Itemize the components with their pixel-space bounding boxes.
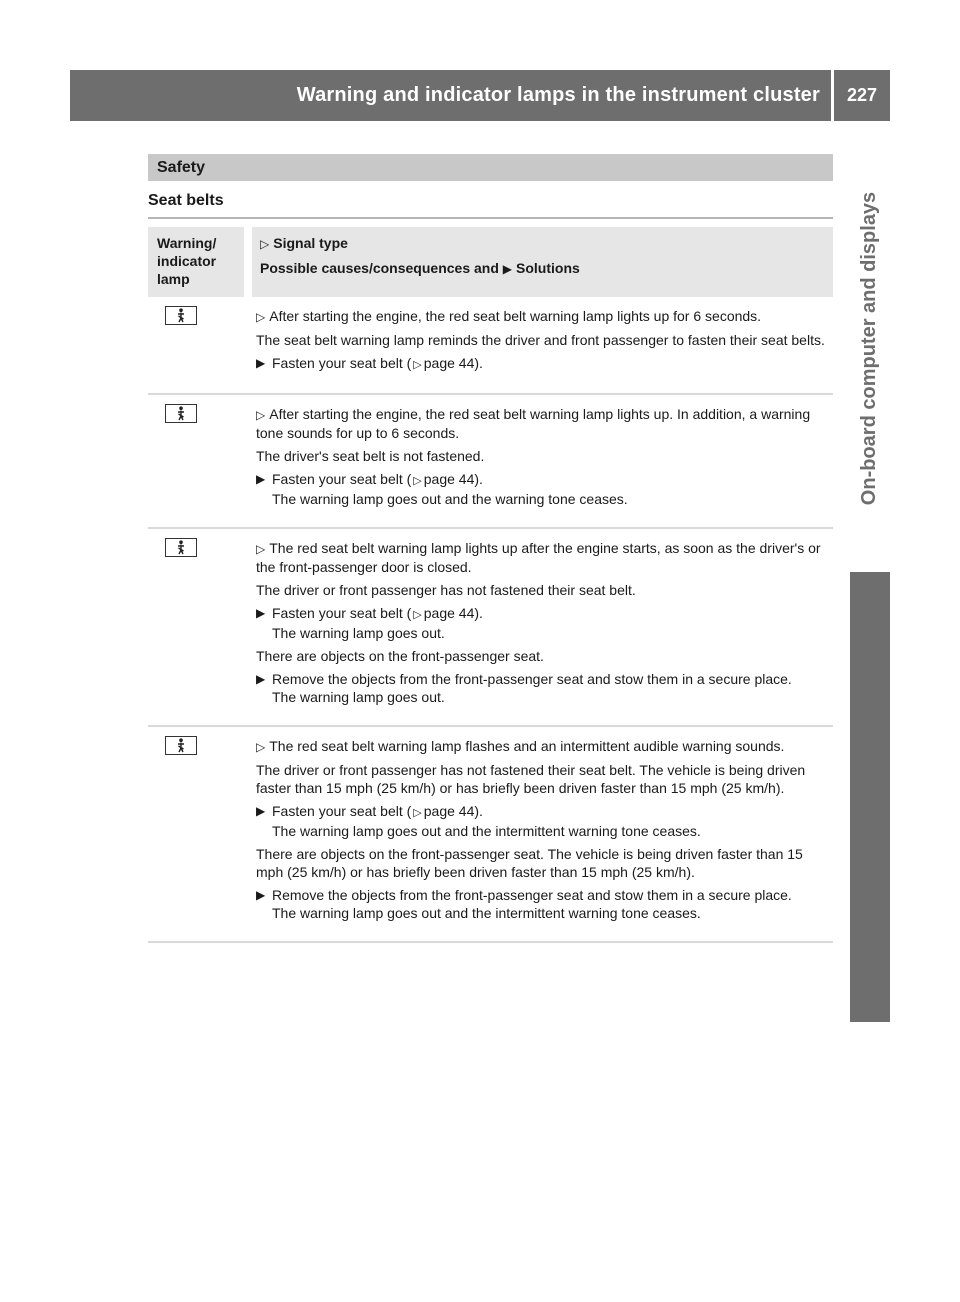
page-reference-icon: ▷ xyxy=(413,807,422,819)
title-divider xyxy=(148,217,833,219)
description-cell xyxy=(248,726,833,942)
action-suffix: ). xyxy=(474,803,483,819)
action-step xyxy=(256,886,825,922)
page-reference-link[interactable]: page 44 xyxy=(423,471,475,487)
header-signal-line xyxy=(260,234,825,253)
action-suffix: ). xyxy=(474,605,483,621)
solution-arrow-icon: ▶ xyxy=(256,672,266,686)
table-row xyxy=(148,297,833,394)
signal-type-icon: ▷ xyxy=(256,408,266,422)
cause-text: The driver or front passenger has not fastened their seat belt. xyxy=(256,582,636,598)
action-step xyxy=(256,470,825,508)
action-text: Fasten your seat belt ( xyxy=(272,471,412,487)
page-reference-icon: ▷ xyxy=(413,359,422,371)
action-text: Fasten your seat belt ( xyxy=(272,803,412,819)
table-row xyxy=(148,394,833,528)
cause-text: The driver or front passenger has not fastened their seat belt. The vehicle is being driven faster than 15 mph (25 km/h) or has briefly been driven faster than 15 mph (25 km/h). xyxy=(256,762,806,796)
solution-arrow-icon: ▶ xyxy=(256,472,266,486)
description-cell xyxy=(248,394,833,528)
signal-text xyxy=(256,307,825,326)
description-cell xyxy=(248,297,833,394)
lamp-cell xyxy=(148,394,248,528)
signal-text xyxy=(256,405,825,442)
page-reference-link[interactable]: page 44 xyxy=(423,355,475,371)
description-cell xyxy=(248,528,833,726)
solution-arrow-icon: ▶ xyxy=(256,804,266,818)
header-causes-line xyxy=(260,259,825,278)
result-text: The warning lamp goes out. xyxy=(272,625,445,641)
signal-type-icon: ▷ xyxy=(256,740,266,754)
action-text: Remove the objects from the front-passenger seat and stow them in a secure place. xyxy=(272,887,792,903)
header-solutions-label: Solutions xyxy=(516,260,580,276)
table-row xyxy=(148,726,833,942)
side-tab xyxy=(850,128,890,568)
cause-text: The driver's seat belt is not fastened. xyxy=(256,448,485,464)
cause-text: There are objects on the front-passenger seat. The vehicle is being driven faster than 15 mph (25 km/h) or has briefly been driven faster than 15 mph (25 km/h). xyxy=(256,846,803,880)
seat-belt-icon xyxy=(165,306,197,325)
signal-description: The red seat belt warning lamp flashes and an intermittent audible warning sounds. xyxy=(269,738,785,754)
lamp-cell xyxy=(148,297,248,394)
signal-text xyxy=(256,539,825,576)
result-text: The warning lamp goes out. xyxy=(272,689,445,705)
result-text: The warning lamp goes out and the intermittent warning tone ceases. xyxy=(272,905,701,921)
section-title: Safety xyxy=(148,154,833,181)
seat-belt-icon xyxy=(165,736,197,755)
lamp-cell xyxy=(148,726,248,942)
action-step xyxy=(256,354,825,374)
signal-description: After starting the engine, the red seat belt warning lamp lights up for 6 seconds. xyxy=(269,308,762,324)
action-step xyxy=(256,802,825,840)
subsection-title: Seat belts xyxy=(148,192,224,209)
signal-type-icon: ▷ xyxy=(256,542,266,556)
page-reference-link[interactable]: page 44 xyxy=(423,803,475,819)
signal-text xyxy=(256,737,825,756)
result-text: The warning lamp goes out and the warning tone ceases. xyxy=(272,491,628,507)
action-suffix: ). xyxy=(474,355,483,371)
header-causes-label: Possible causes/consequences and xyxy=(260,260,499,276)
action-suffix: ). xyxy=(474,471,483,487)
warning-lamp-table xyxy=(148,227,833,943)
signal-type-icon: ▷ xyxy=(260,237,270,251)
column-header-signal xyxy=(248,227,833,297)
action-step xyxy=(256,670,825,706)
header-signal-label: Signal type xyxy=(273,235,348,251)
column-header-lamp: Warning/ indicator lamp xyxy=(148,227,248,297)
side-tab-label: On-board computer and displays xyxy=(858,191,881,505)
page-reference-link[interactable]: page 44 xyxy=(423,605,475,621)
lamp-cell xyxy=(148,528,248,726)
action-text: Remove the objects from the front-passenger seat and stow them in a secure place. xyxy=(272,671,792,687)
cause-text: There are objects on the front-passenger seat. xyxy=(256,648,544,664)
page-number: 227 xyxy=(846,85,878,105)
action-step xyxy=(256,604,825,642)
signal-type-icon: ▷ xyxy=(256,310,266,324)
page-header-title: Warning and indicator lamps in the instrument cluster xyxy=(296,84,820,106)
seat-belt-icon xyxy=(165,538,197,557)
solution-arrow-icon: ▶ xyxy=(256,356,266,370)
signal-description: The red seat belt warning lamp lights up after the engine starts, as soon as the driver's or the front-passenger door is closed. xyxy=(256,540,821,575)
seat-belt-icon xyxy=(165,404,197,423)
table-header-row xyxy=(148,227,833,297)
signal-description: After starting the engine, the red seat belt warning lamp lights up. In addition, a warning tone sounds for up to 6 seconds. xyxy=(256,406,811,441)
action-text: Fasten your seat belt ( xyxy=(272,355,412,371)
result-text: The warning lamp goes out and the intermittent warning tone ceases. xyxy=(272,823,701,839)
solution-arrow-icon: ▶ xyxy=(256,606,266,620)
side-tab-block xyxy=(850,572,890,1022)
solution-arrow-icon: ▶ xyxy=(256,888,266,902)
page-reference-icon: ▷ xyxy=(413,475,422,487)
table-row xyxy=(148,528,833,726)
action-text: Fasten your seat belt ( xyxy=(272,605,412,621)
page-reference-icon: ▷ xyxy=(413,609,422,621)
cause-text: The seat belt warning lamp reminds the driver and front passenger to fasten their seat belts. xyxy=(256,332,825,348)
solution-arrow-icon: ▶ xyxy=(502,262,513,276)
